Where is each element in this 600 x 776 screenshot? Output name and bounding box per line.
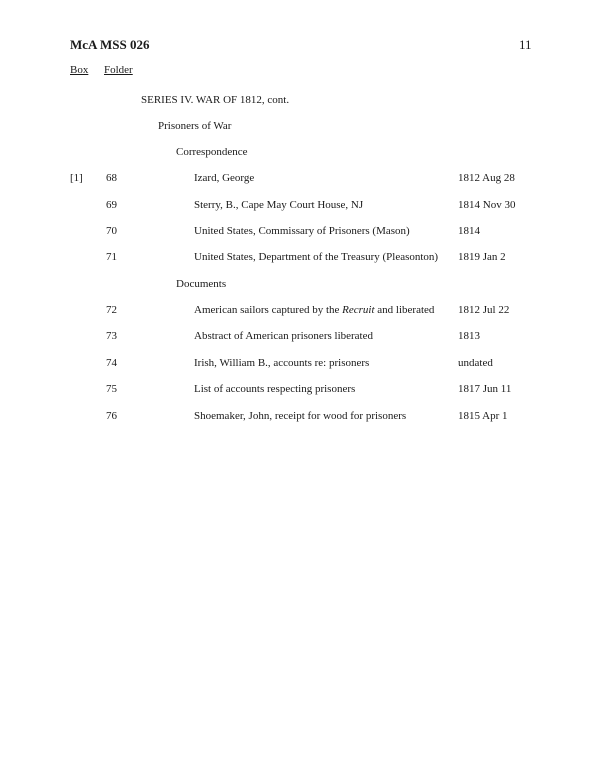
folder-date: 1814	[458, 225, 480, 237]
folder-number: 69	[106, 199, 117, 211]
column-header-folder: Folder	[104, 64, 133, 76]
folder-title-part: American sailors captured by the	[194, 304, 343, 316]
folder-number: 72	[106, 304, 117, 316]
folder-date: 1814 Nov 30	[458, 199, 516, 211]
folder-date: undated	[458, 357, 493, 369]
folder-title: Sterry, B., Cape May Court House, NJ	[194, 199, 364, 211]
subseries-heading: Prisoners of War	[158, 120, 232, 132]
folder-title: List of accounts respecting prisoners	[194, 383, 356, 395]
folder-title: Irish, William B., accounts re: prisoners	[194, 357, 370, 369]
section-heading-correspondence: Correspondence	[176, 146, 248, 158]
box-number: [1]	[70, 172, 83, 184]
folder-date: 1812 Aug 28	[458, 172, 515, 184]
folder-number: 73	[106, 330, 117, 342]
folder-number: 71	[106, 251, 117, 263]
folder-title: United States, Department of the Treasury (Pleasonton)	[194, 251, 439, 263]
folder-date: 1812 Jul 22	[458, 304, 510, 316]
section-heading-documents: Documents	[176, 278, 227, 290]
folder-number: 75	[106, 383, 117, 395]
manuscript-id: McA MSS 026	[70, 37, 150, 52]
folder-number: 68	[106, 172, 117, 184]
folder-number: 74	[106, 357, 117, 369]
folder-title: Abstract of American prisoners liberated	[194, 330, 373, 342]
folder-title: Izard, George	[194, 172, 255, 184]
folder-title: Shoemaker, John, receipt for wood for prisoners	[194, 410, 407, 422]
folder-date: 1813	[458, 330, 480, 342]
ship-name: Recruit	[342, 304, 375, 316]
folder-number: 70	[106, 225, 117, 237]
page-number: 11	[519, 37, 532, 52]
folder-number: 76	[106, 410, 117, 422]
column-header-box: Box	[70, 64, 89, 76]
folder-date: 1815 Apr 1	[458, 410, 508, 422]
folder-date: 1819 Jan 2	[458, 251, 506, 263]
folder-title: United States, Commissary of Prisoners (Mason)	[194, 225, 410, 237]
folder-title-part: and liberated	[374, 304, 435, 316]
series-heading: SERIES IV. WAR OF 1812, cont.	[141, 94, 290, 106]
folder-date: 1817 Jun 11	[458, 383, 512, 395]
folder-title	[194, 304, 434, 316]
